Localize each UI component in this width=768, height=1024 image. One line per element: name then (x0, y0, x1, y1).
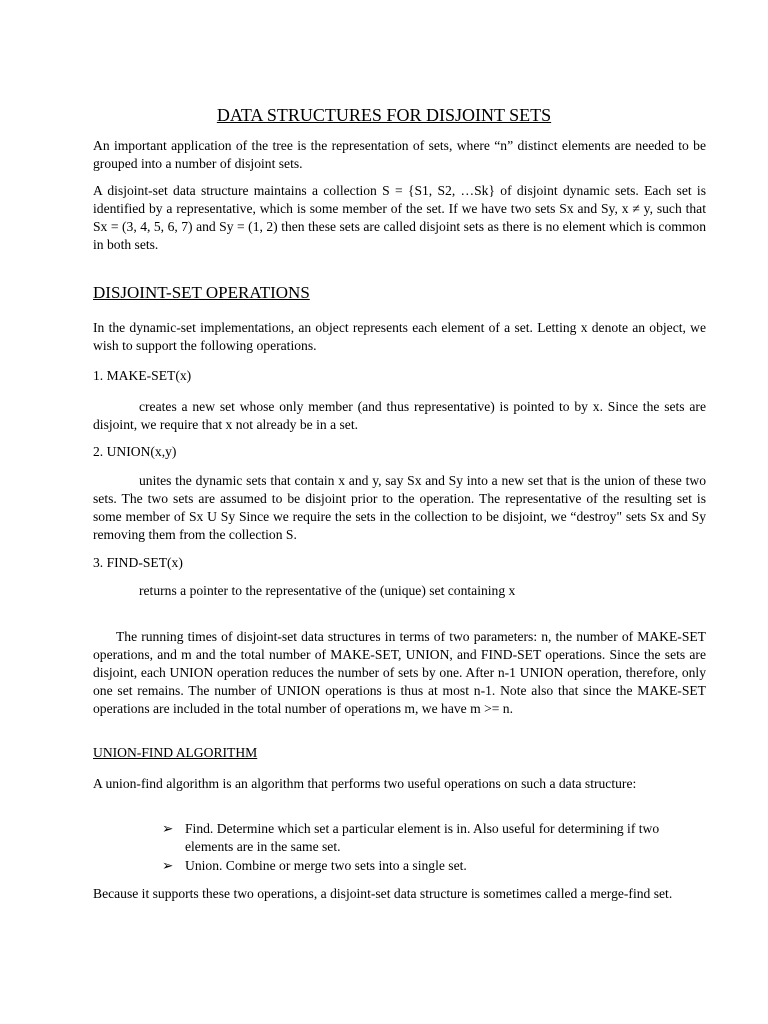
list-item-find (162, 820, 707, 856)
definition-paragraph: A disjoint-set data structure maintains a collection S = {S1, S2, …Sk} of disjoint dynamic sets. Each set is identified by a representative, which is some member of the set. If we have two sets Sx and Sy, x ≠ y, such that Sx = (3, 4, 5, 6, 7) and Sy = (1, 2) then these sets are called disjoint sets as there is no element which is common in both sets. (93, 183, 706, 252)
union-find-intro-paragraph: A union-find algorithm is an algorithm that performs two useful operations on such a data structure: (93, 776, 637, 791)
list-item-union (162, 857, 707, 875)
operation-name-union: 2. UNION(x,y) (93, 444, 177, 459)
operations-heading: DISJOINT-SET OPERATIONS (93, 283, 310, 302)
operation-desc-union: unites the dynamic sets that contain x and y, say Sx and Sy into a new set that is the union of these two sets. The two sets are assumed to be disjoint prior to the operation. The representative of the resulting set is some member of Sx U Sy Since we require the sets in the collection to be disjoint, we “destroy" sets Sx and Sy removing them from the collection S. (93, 473, 706, 542)
arrow-bullet-icon: ➢ (162, 821, 174, 836)
operation-desc-find-set: returns a pointer to the representative of the (unique) set containing x (139, 583, 516, 598)
operations-intro-paragraph: In the dynamic-set implementations, an object represents each element of a set. Letting x denote an object, we wish to support the following operations. (93, 320, 706, 353)
operation-name-make-set: 1. MAKE-SET(x) (93, 368, 192, 383)
list-item-text: Union. Combine or merge two sets into a single set. (185, 858, 467, 873)
intro-paragraph: An important application of the tree is the representation of sets, where “n” distinct elements are needed to be grouped into a number of disjoint sets. (93, 138, 706, 171)
operation-name-find-set: 3. FIND-SET(x) (93, 555, 183, 570)
running-times-paragraph: The running times of disjoint-set data structures in terms of two parameters: n, the number of MAKE-SET operations, and m and the total number of MAKE-SET, UNION, and FIND-SET operations. Since the sets are disjoint, each UNION operation reduces the number of sets by one. After n-1 UNION operation, therefore, only one set remains. The number of UNION operations is thus at most n-1. Note also that since the MAKE-SET operations are included in the total number of operations m, we have m >= n. (93, 629, 706, 716)
operation-desc-make-set: creates a new set whose only member (and thus representative) is pointed to by x. Since the sets are disjoint, we require that x not already be in a set. (93, 399, 706, 432)
list-item-text: Find. Determine which set a particular element is in. Also useful for determining if two elements are in the same set. (185, 821, 660, 854)
union-find-heading: UNION-FIND ALGORITHM (93, 745, 258, 760)
page-title: DATA STRUCTURES FOR DISJOINT SETS (216, 105, 552, 125)
arrow-bullet-icon: ➢ (162, 858, 174, 873)
closing-paragraph: Because it supports these two operations, a disjoint-set data structure is sometimes called a merge-find set. (93, 886, 673, 901)
